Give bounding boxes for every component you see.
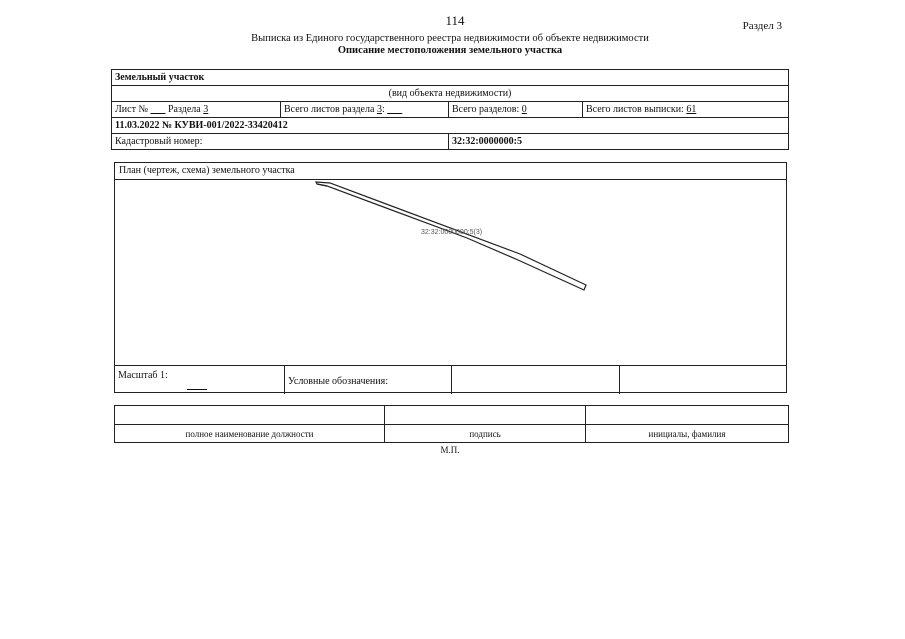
page-number: 114 (445, 13, 465, 28)
name-field (586, 406, 789, 425)
legend-cell-1 (452, 366, 620, 394)
section-word: Раздела (167, 104, 201, 115)
signature-caption: подпись (385, 425, 586, 443)
name-caption: инициалы, фамилия (586, 425, 789, 443)
cadastral-label: Кадастровый номер: (112, 134, 449, 150)
cadastral-number: 32:32:0000000:5 (449, 134, 789, 150)
total-sheets-section-blank: ___ (387, 104, 403, 115)
document-title: Выписка из Единого государственного реестра недвижимости об объекте недвижимости (251, 33, 649, 44)
legend-label: Условные обозначения: (285, 366, 452, 394)
extract-info-table (111, 69, 789, 150)
parcel-edge-line (317, 184, 327, 186)
sheet-label: Лист № (115, 104, 148, 115)
position-caption: полное наименование должности (115, 425, 385, 443)
total-sheets-section-value: 3 (376, 104, 382, 115)
legend-cell-2 (620, 366, 786, 394)
parcel-outline (316, 182, 586, 290)
total-sections-value: 0 (521, 104, 527, 115)
plan-canvas (115, 180, 786, 365)
position-field (115, 406, 385, 425)
total-sheets-section-cell: Всего листов раздела 3: ___ (281, 102, 449, 118)
total-sections-label: Всего разделов: (452, 104, 520, 115)
total-sections-cell (449, 102, 583, 118)
sheet-number-blank: ___ (150, 104, 166, 115)
object-type-caption: (вид объекта недвижимости) (112, 86, 789, 102)
section-label: Раздел 3 (742, 20, 782, 32)
scale-cell (115, 366, 285, 394)
total-sheets-section-label: Всего листов раздела (284, 104, 375, 115)
scale-value: ____ (187, 380, 207, 391)
stamp-placeholder: М.П. (440, 445, 460, 455)
signature-field (385, 406, 586, 425)
signature-table (114, 405, 789, 443)
plan-title: План (чертеж, схема) земельного участка (115, 163, 786, 180)
sheet-number-cell (112, 102, 281, 118)
total-sheets-extract-label: Всего листов выписки: (586, 104, 684, 115)
section-number: 3 (203, 104, 209, 115)
plan-footer (115, 365, 786, 394)
parcel-drawing (115, 180, 786, 365)
plan-section (114, 162, 787, 393)
scale-label: Масштаб 1: (118, 370, 168, 381)
total-sheets-extract-value: 61 (686, 104, 697, 115)
object-type: Земельный участок (112, 70, 789, 86)
total-sheets-extract-cell (583, 102, 789, 118)
document-subtitle: Описание местоположения земельного участка (337, 45, 563, 56)
document-date-number: 11.03.2022 № КУВИ-001/2022-33420412 (112, 118, 789, 134)
parcel-label: 32:32:0000000:5(3) (421, 229, 483, 236)
